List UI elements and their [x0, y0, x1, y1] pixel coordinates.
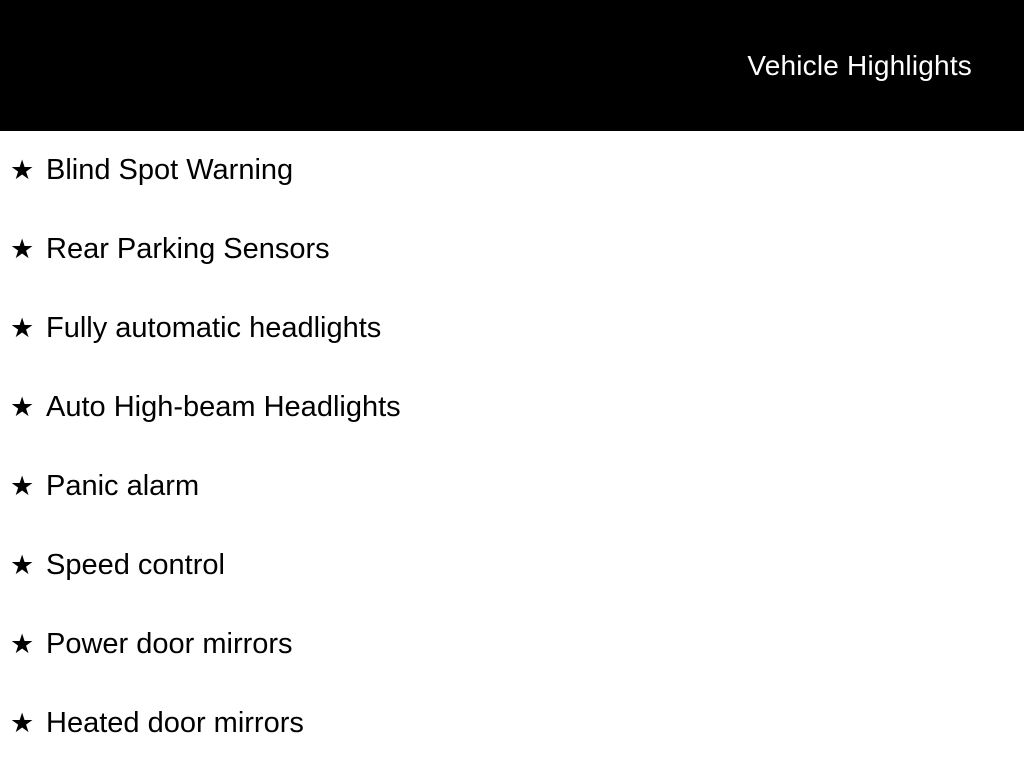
page-title: Vehicle Highlights [747, 49, 972, 81]
star-icon: ★ [10, 550, 35, 581]
feature-item [0, 684, 1024, 763]
star-icon: ★ [10, 313, 35, 344]
star-icon: ★ [10, 471, 35, 502]
feature-label: Auto High-beam Headlights [46, 391, 401, 423]
feature-item [0, 131, 1024, 210]
feature-item [0, 368, 1024, 447]
feature-label: Power door mirrors [46, 628, 293, 660]
star-icon: ★ [10, 629, 35, 660]
feature-label: Panic alarm [46, 470, 200, 502]
feature-label: Heated door mirrors [46, 707, 304, 739]
feature-item [0, 289, 1024, 368]
feature-label: Speed control [46, 549, 225, 581]
star-icon: ★ [10, 392, 35, 423]
feature-label: Blind Spot Warning [46, 154, 294, 186]
feature-item [0, 447, 1024, 526]
feature-label: Fully automatic headlights [46, 312, 382, 344]
header-bar [0, 0, 1024, 131]
star-icon: ★ [10, 155, 35, 186]
star-icon: ★ [10, 708, 35, 739]
feature-list [0, 131, 1024, 768]
feature-item [0, 605, 1024, 684]
feature-label: Rear Parking Sensors [46, 233, 330, 265]
star-icon: ★ [10, 234, 35, 265]
feature-item [0, 210, 1024, 289]
feature-item [0, 526, 1024, 605]
